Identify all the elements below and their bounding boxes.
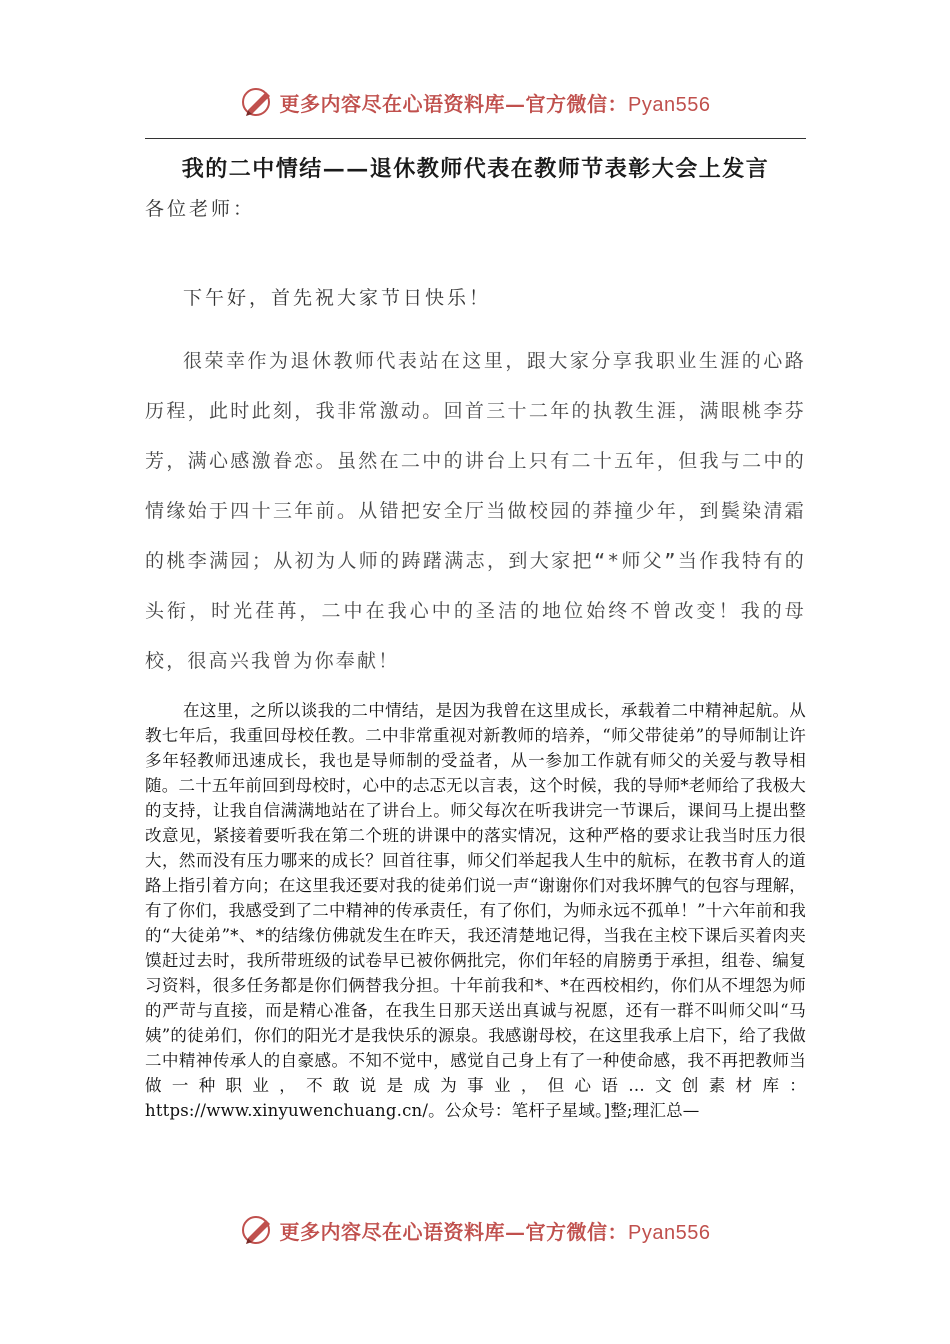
watermark-text: 更多内容尽在心语资料库—官方微信：Pyan556	[279, 91, 711, 116]
watermark-banner-top	[0, 82, 950, 122]
header-rule	[145, 138, 806, 139]
salutation: 各位老师：	[145, 198, 256, 220]
paragraph-body: 在这里，之所以谈我的二中情结，是因为我曾在这里成长，承载着二中精神起航。从教七年后，我重回母校任教。二中非常重视对新教师的培养，“师父带徒弟”的导师制让许多年轻教师迅速成长，我也是导师制的受益者，从一参加工作就有师父的关爱与教导相随。二十五年前回到母校时，心中的忐忑无以言表，这个时候，我的导师*老师给了我极大的支持，让我自信满满地站在了讲台上。师父每次在听我讲完一节课后，课间马上提出整改意见，紧接着要听我在第二个班的讲课中的落实情况，这种严格的要求让我当时压力很大，然而没有压力哪来的成长？回首往事，师父们举起我人生中的航标，在教书育人的道路上指引着方向；在这里我还要对我的徒弟们说一声“谢谢你们对我坏脾气的包容与理解，有了你们，我感受到了二中精神的传承责任，有了你们，为师永远不孤单！”十六年前和我的“大徒弟”*、*的结缘仿佛就发生在昨天，我还清楚地记得，当我在主校下课后买着肉夹馍赶过去时，我所带班级的试卷早已被你俩批完，你们年轻的肩膀勇于承担，组卷、编复习资料，很多任务都是你们俩替我分担。十年前我和*、*在西校相约，你们从不埋怨为师的严苛与直接，而是精心准备，在我生日那天送出真诚与祝愿，还有一群不叫师父叫“马姨”的徒弟们，你们的阳光才是我快乐的源泉。我感谢母校，在这里我承上启下，给了我做二中精神传承人的自豪感。不知不觉中，感觉自己身上有了一种使命感，我不再把教师当做一种职业，不敢说是成为事业，但心语…文创素材库：https://www.xinyuwenchuang.cn/。公众号：笔杆子星域。]整;理汇总—	[145, 701, 806, 1120]
document-title: 我的二中情结——退休教师代表在教师节表彰大会上发言	[181, 156, 770, 182]
pen-logo-icon	[240, 84, 276, 120]
watermark-text: 更多内容尽在心语资料库—官方微信：Pyan556	[279, 1219, 711, 1244]
greeting-line: 下午好，首先祝大家节日快乐！	[183, 287, 492, 309]
paragraph-intro: 很荣幸作为退休教师代表站在这里，跟大家分享我职业生涯的心路历程，此时此刻，我非常激动。回首三十二年的执教生涯，满眼桃李芬芳，满心感激眷恋。虽然在二中的讲台上只有二十五年，但我与二中的情缘始于四十三年前。从错把安全厅当做校园的莽撞少年，到鬓染清霜的桃李满园；从初为人师的踌躇满志，到大家把“*师父”当作我特有的头衔，时光荏苒，二中在我心中的圣洁的地位始终不曾改变！我的母校，很高兴我曾为你奉献！	[145, 350, 806, 672]
pen-logo-icon	[240, 1212, 276, 1248]
watermark-banner-bottom	[0, 1210, 950, 1250]
